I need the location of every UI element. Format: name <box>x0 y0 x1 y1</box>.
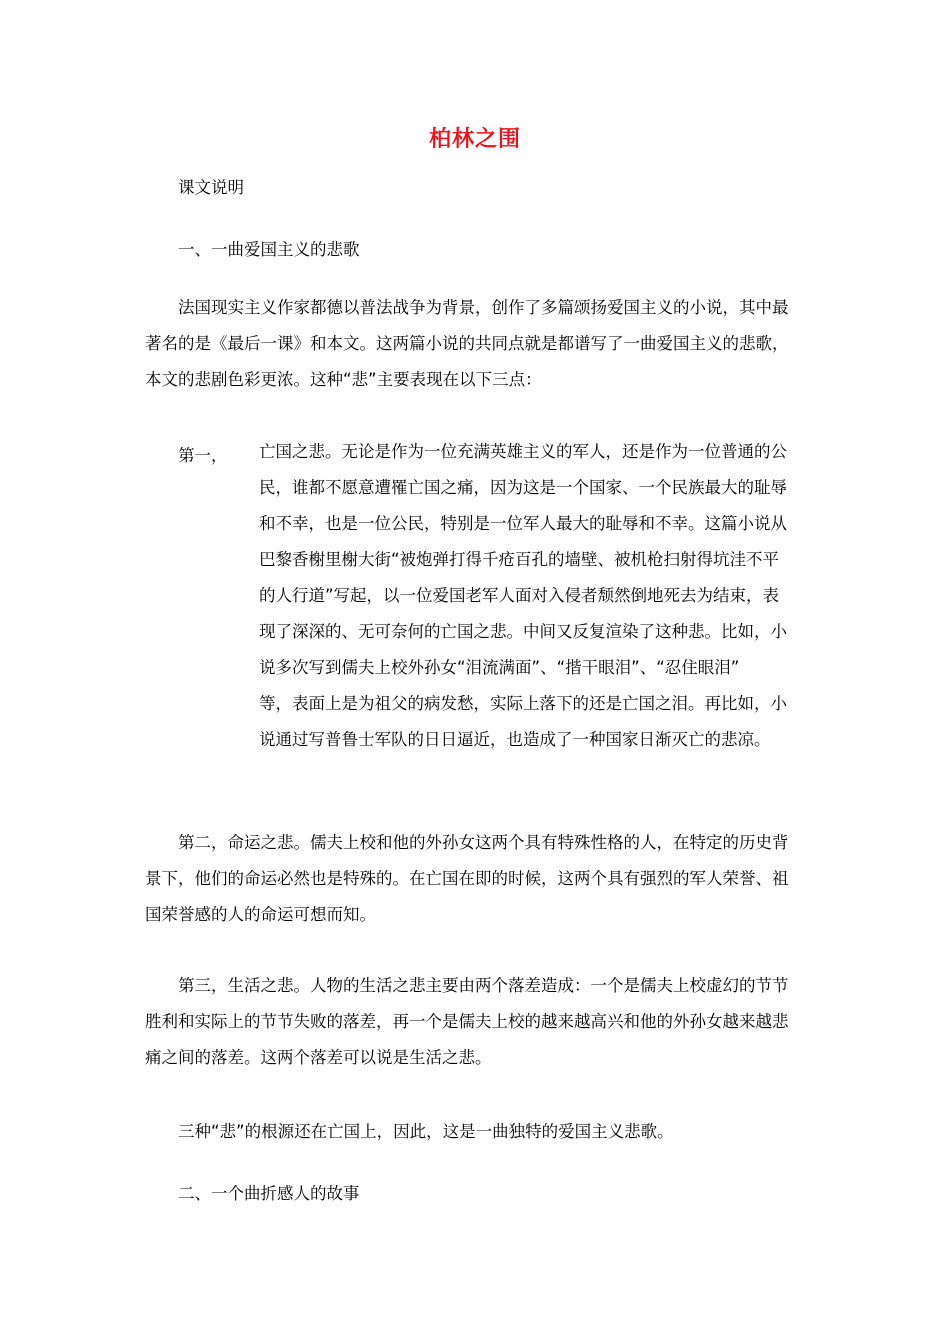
intro-line: 本文的悲剧色彩更浓。这种“悲”主要表现在以下三点： <box>145 370 542 389</box>
first-point-line: 和不幸，也是一位公民，特别是一位军人最大的耻辱和不幸。这篇小说从 <box>259 514 787 533</box>
first-point-line: 巴黎香榭里榭大街“被炮弹打得千疮百孔的墙壁、被机枪扫射得坑洼不平 <box>259 550 780 569</box>
first-point-line: 的人行道”写起，以一位爱国老军人面对入侵者颓然倒地死去为结束，表 <box>259 586 780 605</box>
first-point-line: 亡国之悲。无论是作为一位充满英雄主义的军人，还是作为一位普通的公 <box>259 442 787 461</box>
intro-line: 法国现实主义作家都德以普法战争为背景，创作了多篇颂扬爱国主义的小说，其中最 <box>178 298 789 317</box>
intro-paragraph <box>145 290 813 398</box>
first-point-body <box>259 434 819 758</box>
summary-line: 三种“悲”的根源还在亡国上，因此，这是一曲独特的爱国主义悲歌。 <box>178 1122 674 1141</box>
document-title: 柏林之围 <box>428 127 521 152</box>
second-point-paragraph <box>145 825 813 933</box>
heading-two: 二、一个曲折感人的故事 <box>178 1184 360 1203</box>
first-point-line: 现了深深的、无可奈何的亡国之悲。中间又反复渲染了这种悲。比如，小 <box>259 622 787 641</box>
second-point-line: 国荣誉感的人的命运可想而知。 <box>145 905 376 924</box>
first-point-line: 说通过写普鲁士军队的日日逼近，也造成了一种国家日渐灭亡的悲凉。 <box>259 730 771 749</box>
heading-one: 一、一曲爱国主义的悲歌 <box>178 240 360 259</box>
first-point-line: 说多次写到儒夫上校外孙女“泪流满面”、“揩干眼泪”、“忍住眼泪” <box>259 658 740 677</box>
third-point-line: 胜利和实际上的节节失败的落差，再一个是儒夫上校的越来越高兴和他的外孙女越来越悲 <box>145 1012 789 1031</box>
section-label: 课文说明 <box>178 178 244 197</box>
third-point-line: 痛之间的落差。这两个落差可以说是生活之悲。 <box>145 1048 492 1067</box>
second-point-line: 景下，他们的命运必然也是特殊的。在亡国在即的时候，这两个具有强烈的军人荣誉、祖 <box>145 869 789 888</box>
second-point-line: 第二，命运之悲。儒夫上校和他的外孙女这两个具有特殊性格的人，在特定的历史背 <box>178 833 789 852</box>
intro-line: 著名的是《最后一课》和本文。这两篇小说的共同点就是都谱写了一曲爱国主义的悲歌， <box>145 334 789 353</box>
third-point-paragraph <box>145 968 813 1076</box>
first-point-label: 第一， <box>178 446 228 465</box>
third-point-line: 第三，生活之悲。人物的生活之悲主要由两个落差造成：一个是儒夫上校虚幻的节节 <box>178 976 789 995</box>
first-point-line: 等，表面上是为祖父的病发愁，实际上落下的还是亡国之泪。再比如，小 <box>259 694 787 713</box>
first-point-line: 民，谁都不愿意遭罹亡国之痛，因为这是一个国家、一个民族最大的耻辱 <box>259 478 787 497</box>
